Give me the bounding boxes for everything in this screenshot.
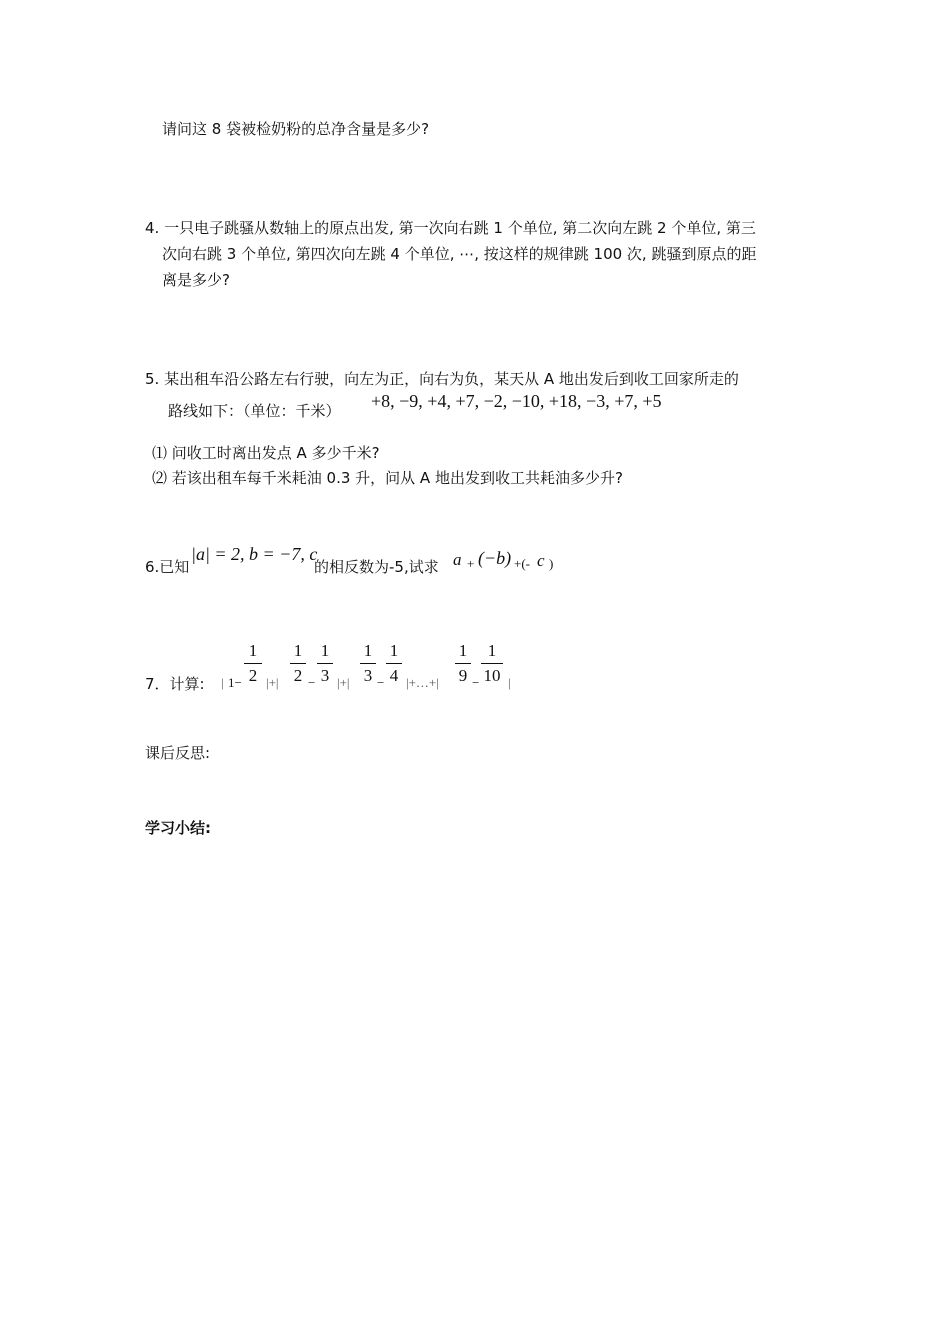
question-5-sub-2: ⑵ 若该出租车每千米耗油 0.3 升，问从 A 地出发到收工共耗油多少升?: [152, 469, 623, 487]
fraction-1-10: 1 10: [481, 641, 503, 686]
question-6-condition: |a| = 2, b = −7, c: [191, 544, 318, 564]
question-6-mid: 的相反数为-5,试求: [314, 558, 439, 576]
fraction-1-3: 1 3: [317, 641, 333, 686]
ellipsis-separator: |+…+|: [406, 675, 439, 690]
minus-3: −: [472, 675, 480, 690]
summary-heading: 学习小结:: [145, 819, 211, 837]
fraction-1-2: 1 2: [244, 641, 262, 686]
one-minus: 1−: [228, 675, 242, 690]
separator-1: |+|: [266, 675, 279, 690]
question-6-prefix: 6.已知: [145, 558, 190, 576]
route-sequence: +8, −9, +4, +7, −2, −10, +18, −3, +7, +5: [371, 391, 662, 411]
question-5-sub-1: ⑴ 问收工时离出发点 A 多少千米?: [152, 444, 380, 462]
fraction-1-2b: 1 2: [290, 641, 306, 686]
question-6-plus-1: +: [467, 556, 475, 571]
question-6-expr-c: c: [537, 551, 545, 570]
fraction-1-3b: 1 3: [360, 641, 376, 686]
question-4-line-2: 次向右跳 3 个单位, 第四次向左跳 4 个单位, ⋯, 按这样的规律跳 100 次, 跳骚到原点的距: [162, 245, 757, 263]
question-5-line-1: 5. 某出租车沿公路左右行驶，向左为正，向右为负，某天从 A 地出发后到收工回家所走的: [145, 370, 739, 388]
question-3-tail: 请问这 8 袋被检奶粉的总净含量是多少?: [162, 120, 430, 138]
question-4-line-1: 4. 一只电子跳骚从数轴上的原点出发, 第一次向右跳 1 个单位, 第二次向左跳 2 个单位, 第三: [145, 219, 756, 237]
question-6-expr-a: a: [453, 550, 462, 569]
reflection-heading: 课后反思:: [145, 744, 211, 762]
question-5-line-2: 路线如下：（单位：千米）: [168, 402, 341, 420]
question-6-close: ): [549, 556, 554, 571]
question-6-expr-b: (−b): [478, 548, 512, 568]
question-4-line-3: 离是多少?: [162, 271, 230, 289]
fraction-1-9: 1 9: [455, 641, 471, 686]
abs-bar-close-last: |: [508, 675, 511, 690]
abs-bar-open-1: |: [221, 675, 224, 690]
question-6-plus-2: +(-: [514, 556, 530, 571]
minus-1: −: [308, 675, 316, 690]
separator-2: |+|: [337, 675, 350, 690]
question-7-label: 7．计算:: [145, 675, 205, 693]
fraction-1-4: 1 4: [386, 641, 402, 686]
minus-2: −: [377, 675, 385, 690]
